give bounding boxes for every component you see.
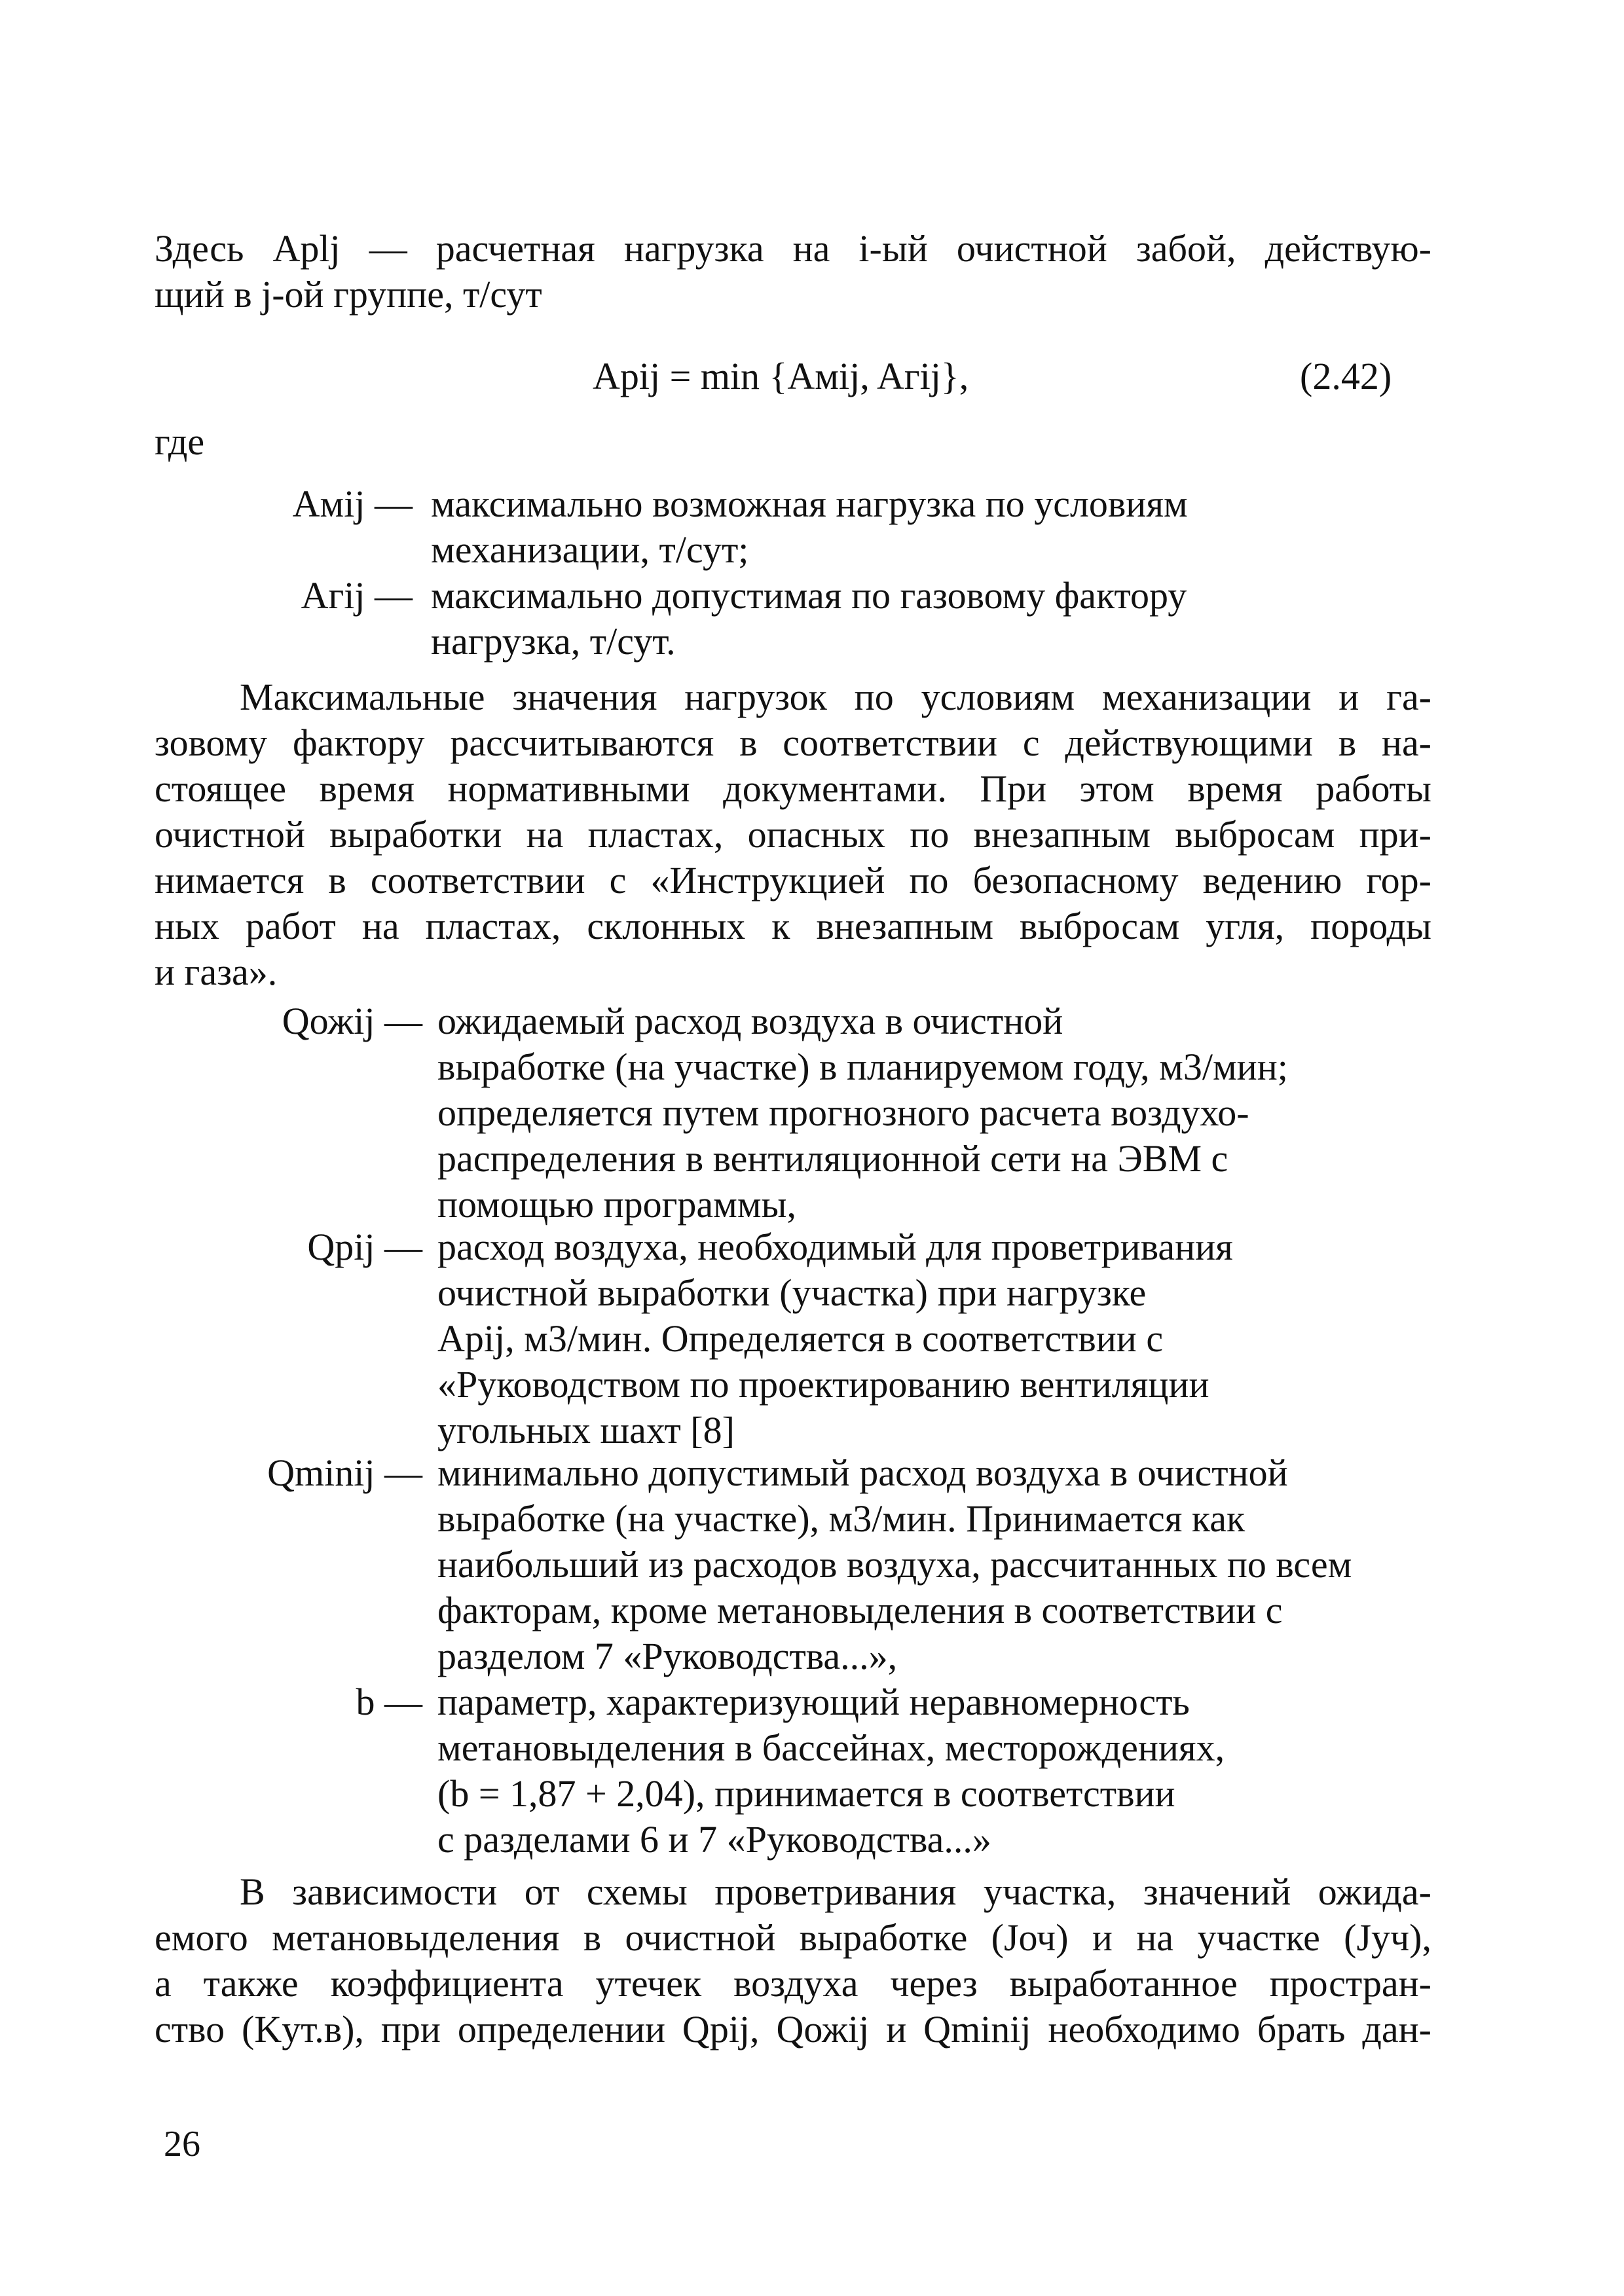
paragraph-line: а также коэффициента утечек воздуха через выработанное простран- [155, 1962, 1431, 2005]
definition-line: параметр, характеризующий неравномерность [437, 1681, 1190, 1723]
definition-line: очистной выработки (участка) при нагрузке [437, 1271, 1147, 1314]
definition-list-b [0, 998, 1624, 1869]
definition-line: метановыделения в бассейнах, месторождениях, [437, 1726, 1225, 1769]
definition-line: выработке (на участке), м3/мин. Принимается как [437, 1497, 1246, 1540]
paragraph-line: очистной выработки на пластах, опасных по внезапным выбросам при- [155, 813, 1431, 856]
definition-line: расход воздуха, необходимый для проветривания [437, 1226, 1233, 1268]
paragraph-line: емого метановыделения в очистной выработке (Jоч) и на участке (Jуч), [155, 1916, 1431, 1959]
definition-term: Qожij — [282, 1000, 422, 1042]
definition-line: угольных шахт [8] [437, 1409, 735, 1451]
intro-text [155, 226, 1431, 318]
definition-text [437, 1450, 1498, 1679]
definition-line: Apij, м3/мин. Определяется в соответствии с [437, 1317, 1164, 1360]
definition-line: максимально допустимая по газовому фактору [431, 574, 1187, 617]
definition-line: ожидаемый расход воздуха в очистной [437, 1000, 1063, 1042]
definition-term: Aмij — [292, 483, 413, 525]
definition-line: (b = 1,87 + 2,04), принимается в соответствии [437, 1772, 1175, 1815]
paragraph-line: стоящее время нормативными документами. При этом время работы [155, 767, 1431, 810]
definition-text [431, 573, 1479, 665]
definition-line: максимально возможная нагрузка по условиям [431, 483, 1188, 525]
definition-text [437, 1224, 1498, 1453]
definition-line: факторам, кроме метановыделения в соответствии с [437, 1589, 1283, 1631]
definition-line: нагрузка, т/сут. [431, 620, 676, 663]
definition-line: определяется путем прогнозного расчета воздухо- [437, 1091, 1249, 1134]
paragraph-2 [155, 1869, 1431, 2052]
paragraph-line: ных работ на пластах, склонных к внезапным выбросам угля, породы [155, 905, 1431, 947]
page-number: 26 [164, 2124, 200, 2164]
definition-term: b — [356, 1681, 422, 1723]
definition-term: Qpij — [307, 1226, 422, 1268]
definition-line: минимально допустимый расход воздуха в очистной [437, 1451, 1288, 1494]
definition-line: «Руководством по проектированию вентиляции [437, 1363, 1209, 1406]
definition-list-a [0, 481, 1624, 665]
definition-line: наибольший из расходов воздуха, рассчитанных по всем [437, 1543, 1352, 1586]
definition-line: распределения в вентиляционной сети на ЭВМ с [437, 1137, 1228, 1180]
paragraph-line: нимается в соответствии с «Инструкцией по безопасному ведению гор- [155, 859, 1431, 902]
definition-line: помощью программы, [437, 1183, 797, 1226]
paragraph-line: Максимальные значения нагрузок по условиям механизации и га- [240, 676, 1431, 718]
intro-line: щий в j-ой группе, т/сут [155, 273, 542, 316]
definition-term: Aгij — [301, 574, 413, 617]
definition-term: Qminij — [267, 1451, 422, 1494]
paragraph-line: и газа». [155, 951, 278, 993]
paragraph-line: В зависимости от схемы проветривания участка, значений ожида- [240, 1870, 1431, 1913]
paragraph-1 [155, 674, 1431, 995]
definition-text [437, 1679, 1498, 1863]
definition-text [431, 481, 1479, 573]
paragraph-line: зовому фактору рассчитываются в соответствии с действующими в на- [155, 721, 1431, 764]
paragraph-line: ство (Kут.в), при определении Qpij, Qожij и Qminij необходимо брать дан- [155, 2008, 1431, 2050]
definition-text [437, 998, 1498, 1228]
formula-number: (2.42) [1300, 355, 1392, 397]
definition-line: разделом 7 «Руководства...», [437, 1635, 898, 1677]
definition-line: выработке (на участке) в планируемом году, м3/мин; [437, 1046, 1288, 1088]
formula-2-42 [593, 354, 969, 399]
definition-line: механизации, т/сут; [431, 528, 749, 571]
formula-text: Apij = min {Aмij, Aгij}, [593, 355, 969, 397]
where-label: где [155, 420, 205, 463]
intro-line: Здесь Aplj — расчетная нагрузка на i-ый очистной забой, действую- [155, 227, 1431, 270]
definition-line: с разделами 6 и 7 «Руководства...» [437, 1818, 991, 1861]
